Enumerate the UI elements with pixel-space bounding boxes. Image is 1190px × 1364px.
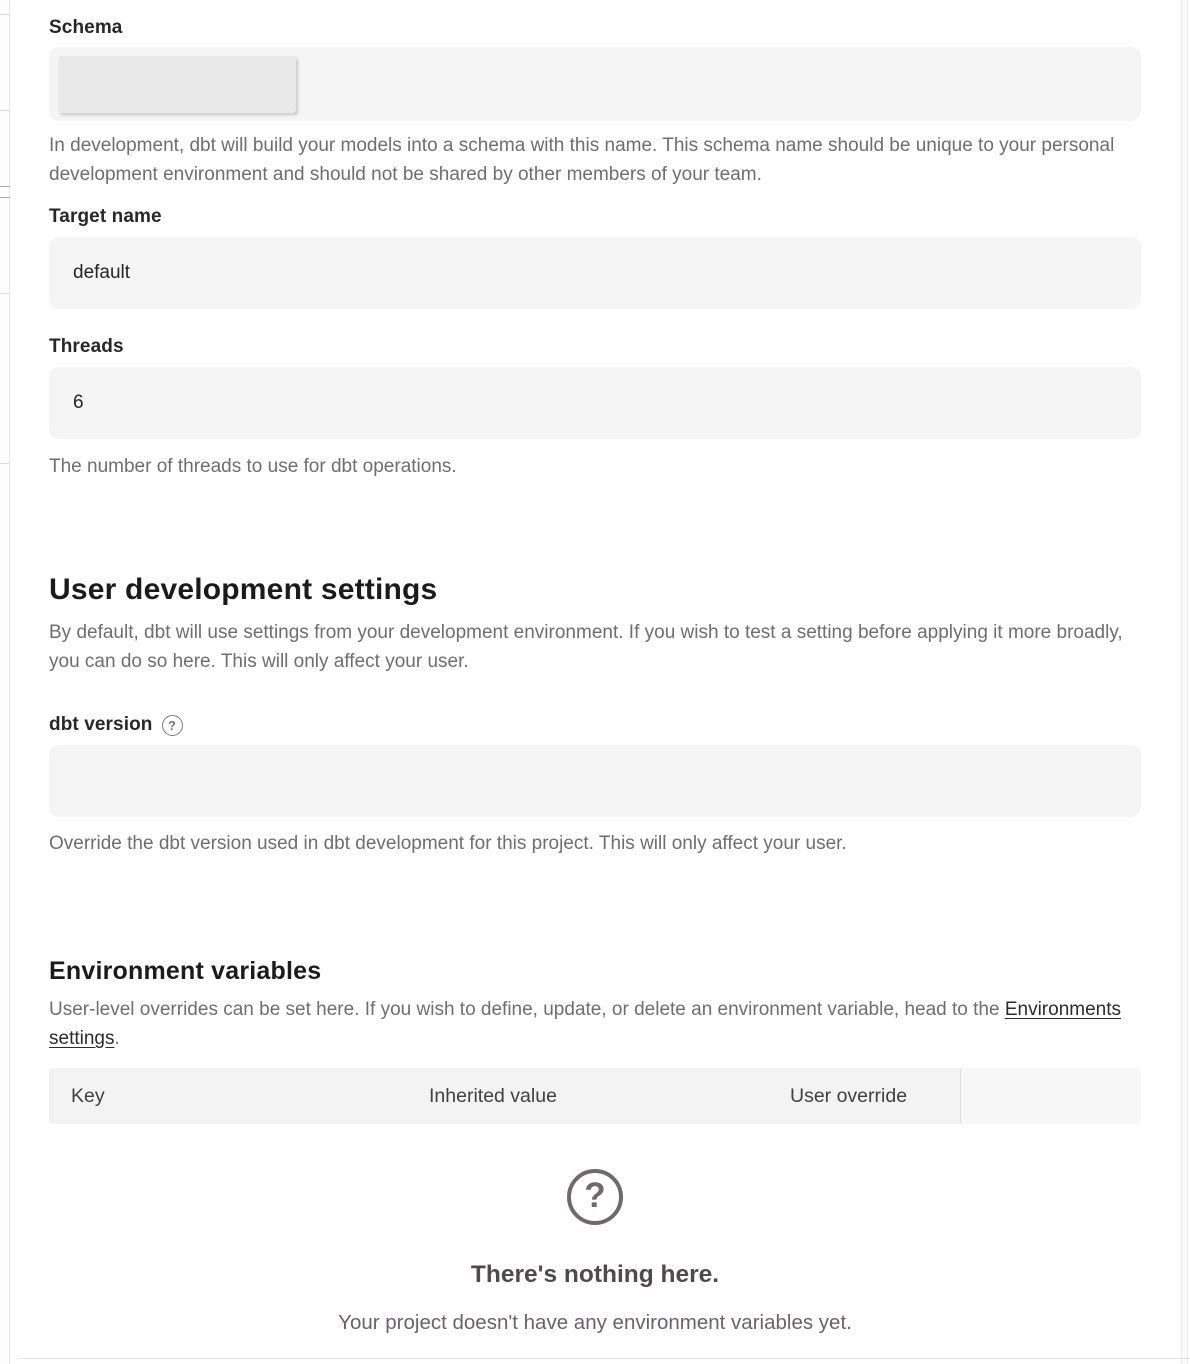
column-header-key: Key xyxy=(71,1084,105,1107)
schema-input[interactable] xyxy=(49,47,1141,121)
left-panel-edge-divider xyxy=(0,110,10,111)
left-panel-edge-divider xyxy=(0,14,10,15)
env-vars-empty-state xyxy=(49,1169,1141,1335)
question-circle-icon[interactable]: ? xyxy=(162,715,183,736)
schema-redacted-value xyxy=(58,56,296,113)
vertical-scrollbar[interactable] xyxy=(1181,0,1188,1364)
environments-settings-link[interactable]: Environments settings xyxy=(49,999,1122,1049)
env-vars-table-header xyxy=(49,1068,1141,1124)
threads-label: Threads xyxy=(49,336,124,357)
left-panel-edge-divider xyxy=(0,293,10,294)
left-panel-edge-divider xyxy=(0,186,10,187)
question-circle-icon: ? xyxy=(567,1169,623,1225)
empty-state-message: Your project doesn't have any environment variables yet. xyxy=(338,1311,852,1334)
environment-variables-title: Environment variables xyxy=(49,957,322,985)
target-name-input[interactable] xyxy=(49,237,1141,309)
left-panel-edge-divider xyxy=(0,463,10,464)
left-panel-edge xyxy=(0,0,10,1364)
threads-help-text: The number of threads to use for dbt operations. xyxy=(49,456,457,477)
empty-state-title: There's nothing here. xyxy=(470,1261,720,1288)
user-development-settings-description: By default, dbt will use settings from your development environment. If you wish to test a setting before applying it more broadly, you can do so here. This will only affect your user. xyxy=(49,622,1123,672)
dbt-version-help-text: Override the dbt version used in dbt development for this project. This will only affect your user. xyxy=(49,833,847,854)
description-text: User-level overrides can be set here. If you wish to define, update, or delete an environment variable, head to the xyxy=(49,999,1005,1020)
threads-input[interactable] xyxy=(49,367,1141,439)
column-header-actions xyxy=(960,1068,1141,1124)
environment-variables-description xyxy=(49,995,1141,1053)
dbt-version-input[interactable] xyxy=(49,745,1141,817)
column-header-inherited-value: Inherited value xyxy=(429,1084,557,1107)
column-header-user-override: User override xyxy=(790,1084,908,1107)
left-panel-edge-divider xyxy=(0,197,10,198)
bottom-panel-divider xyxy=(18,1358,1190,1359)
schema-help-text: In development, dbt will build your models into a schema with this name. This schema name should be unique to your personal development environment and should not be shared by other members of your team. xyxy=(49,135,1115,185)
user-development-settings-title: User development settings xyxy=(49,573,438,606)
dbt-version-label: dbt version xyxy=(49,714,153,735)
credentials-settings-panel xyxy=(49,0,1141,1335)
schema-label: Schema xyxy=(49,17,123,38)
description-text-end: . xyxy=(114,1028,120,1049)
target-name-label: Target name xyxy=(49,206,162,227)
